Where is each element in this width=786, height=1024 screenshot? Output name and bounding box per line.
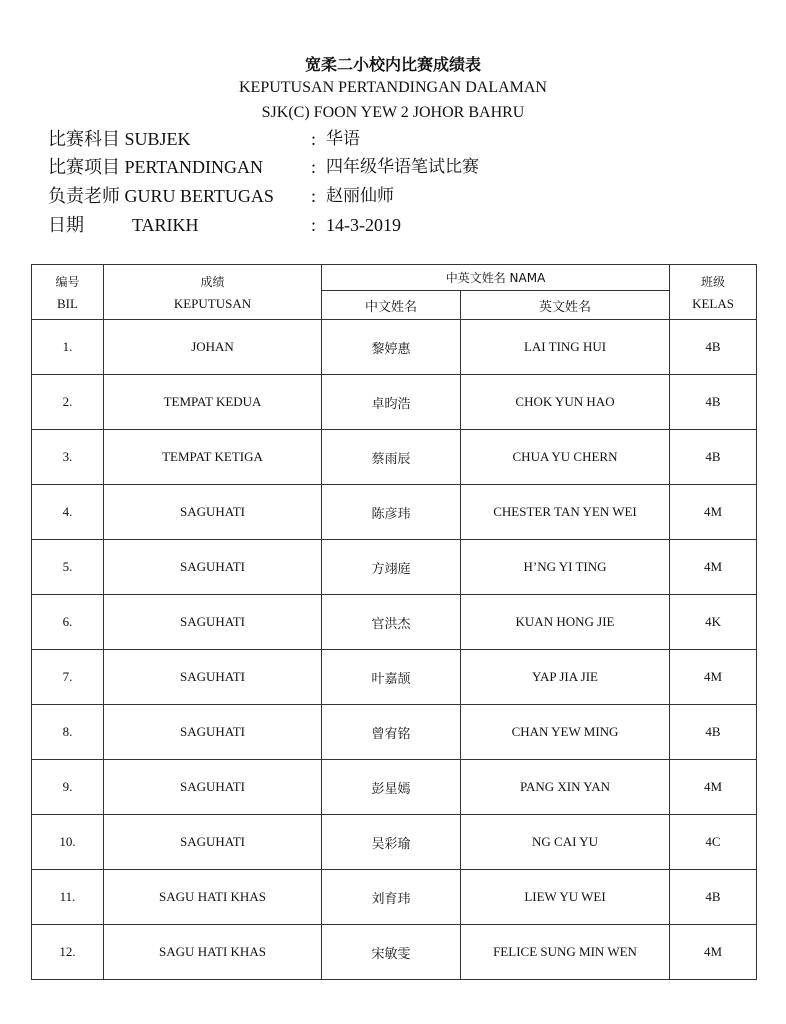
cell-name-en: CHAN YEW MING: [461, 705, 670, 760]
cell-bil: 5.: [32, 540, 104, 595]
date-value: 14-3-2019: [326, 215, 401, 235]
cell-name-zh: 方翊庭: [322, 540, 461, 595]
cell-name-zh: 曾宥铭: [322, 705, 461, 760]
cell-name-zh: 刘育玮: [322, 870, 461, 925]
cell-keputusan: SAGUHATI: [104, 595, 322, 650]
cell-keputusan: SAGUHATI: [104, 760, 322, 815]
cell-keputusan: JOHAN: [104, 320, 322, 375]
cell-kelas: 4C: [670, 815, 757, 870]
teacher-value: 赵丽仙师: [326, 186, 394, 206]
cell-bil: 2.: [32, 375, 104, 430]
cell-keputusan: SAGU HATI KHAS: [104, 870, 322, 925]
cell-kelas: 4B: [670, 320, 757, 375]
cell-name-en: H’NG YI TING: [461, 540, 670, 595]
cell-bil: 3.: [32, 430, 104, 485]
competition-value: 四年级华语笔试比赛: [326, 157, 479, 177]
cell-keputusan: SAGUHATI: [104, 650, 322, 705]
cell-keputusan: SAGUHATI: [104, 815, 322, 870]
school-name: SJK(C) FOON YEW 2 JOHOR BAHRU: [261, 104, 525, 121]
cell-name-en: LIEW YU WEI: [461, 870, 670, 925]
teacher-label: 负责老师 GURU BERTUGAS: [48, 186, 274, 206]
date-label-ms: TARIKH: [132, 215, 199, 235]
cell-keputusan: TEMPAT KETIGA: [104, 430, 322, 485]
cell-bil: 12.: [32, 925, 104, 980]
cell-name-en: CHOK YUN HAO: [461, 375, 670, 430]
cell-bil: 1.: [32, 320, 104, 375]
subject-value: 华语: [326, 129, 360, 149]
subject-label: 比赛科目 SUBJEK: [48, 129, 191, 149]
table-row: [32, 815, 757, 870]
cell-kelas: 4K: [670, 595, 757, 650]
cell-keputusan: SAGUHATI: [104, 485, 322, 540]
cell-keputusan: TEMPAT KEDUA: [104, 375, 322, 430]
table-row: [32, 595, 757, 650]
table-row: [32, 485, 757, 540]
header-kelas-zh: 班级: [701, 274, 726, 289]
results-table: [31, 264, 757, 980]
cell-bil: 8.: [32, 705, 104, 760]
cell-bil: 11.: [32, 870, 104, 925]
table-row: [32, 870, 757, 925]
competition-label: 比赛项目 PERTANDINGAN: [48, 157, 263, 177]
header-name-zh: 中文姓名: [322, 291, 461, 320]
cell-kelas: 4B: [670, 870, 757, 925]
cell-kelas: 4M: [670, 485, 757, 540]
cell-name-en: PANG XIN YAN: [461, 760, 670, 815]
cell-keputusan: SAGUHATI: [104, 540, 322, 595]
title-chinese: 宽柔二小校内比赛成绩表: [304, 55, 481, 74]
cell-keputusan: SAGUHATI: [104, 705, 322, 760]
cell-kelas: 4B: [670, 375, 757, 430]
header-keputusan: [104, 265, 322, 320]
cell-name-en: CHESTER TAN YEN WEI: [461, 485, 670, 540]
teacher-colon: :: [311, 186, 317, 206]
cell-name-en: LAI TING HUI: [461, 320, 670, 375]
header-kelas-ms: KELAS: [692, 295, 734, 311]
cell-kelas: 4M: [670, 760, 757, 815]
header-name-en: 英文姓名: [461, 291, 670, 320]
cell-kelas: 4M: [670, 925, 757, 980]
table-row: [32, 430, 757, 485]
date-colon: :: [311, 215, 317, 235]
cell-keputusan: SAGU HATI KHAS: [104, 925, 322, 980]
cell-bil: 6.: [32, 595, 104, 650]
cell-bil: 9.: [32, 760, 104, 815]
date-label-zh: 日期: [48, 215, 84, 235]
cell-kelas: 4M: [670, 540, 757, 595]
header-nama: [322, 265, 670, 291]
cell-name-en: CHUA YU CHERN: [461, 430, 670, 485]
cell-bil: 10.: [32, 815, 104, 870]
cell-name-zh: 蔡雨辰: [322, 430, 461, 485]
header-keputusan-zh: 成绩: [200, 274, 225, 289]
competition-colon: :: [311, 157, 317, 177]
cell-name-zh: 宋敏雯: [322, 925, 461, 980]
cell-name-en: YAP JIA JIE: [461, 650, 670, 705]
header-bil: [32, 265, 104, 320]
cell-kelas: 4B: [670, 705, 757, 760]
header-bil-zh: 编号: [55, 274, 80, 289]
subject-colon: :: [311, 129, 317, 149]
cell-name-zh: 卓昀浩: [322, 375, 461, 430]
table-row: [32, 705, 757, 760]
table-row: [32, 650, 757, 705]
table-row: [32, 925, 757, 980]
table-row: [32, 540, 757, 595]
cell-bil: 4.: [32, 485, 104, 540]
cell-bil: 7.: [32, 650, 104, 705]
table-row: [32, 375, 757, 430]
header-nama-label: 中英文姓名 NAMA: [445, 271, 546, 285]
cell-name-en: KUAN HONG JIE: [461, 595, 670, 650]
cell-kelas: 4M: [670, 650, 757, 705]
cell-kelas: 4B: [670, 430, 757, 485]
header-keputusan-ms: KEPUTUSAN: [173, 295, 252, 311]
cell-name-en: FELICE SUNG MIN WEN: [461, 925, 670, 980]
header-bil-ms: BIL: [57, 295, 78, 311]
table-row: [32, 320, 757, 375]
cell-name-zh: 黎婷惠: [322, 320, 461, 375]
cell-name-zh: 吴彩瑜: [322, 815, 461, 870]
table-row: [32, 760, 757, 815]
cell-name-zh: 彭星嫣: [322, 760, 461, 815]
cell-name-zh: 官洪杰: [322, 595, 461, 650]
cell-name-zh: 陈彦玮: [322, 485, 461, 540]
cell-name-en: NG CAI YU: [461, 815, 670, 870]
cell-name-zh: 叶嘉颉: [322, 650, 461, 705]
title-malay: KEPUTUSAN PERTANDINGAN DALAMAN: [239, 79, 547, 96]
header-kelas: [670, 265, 757, 320]
